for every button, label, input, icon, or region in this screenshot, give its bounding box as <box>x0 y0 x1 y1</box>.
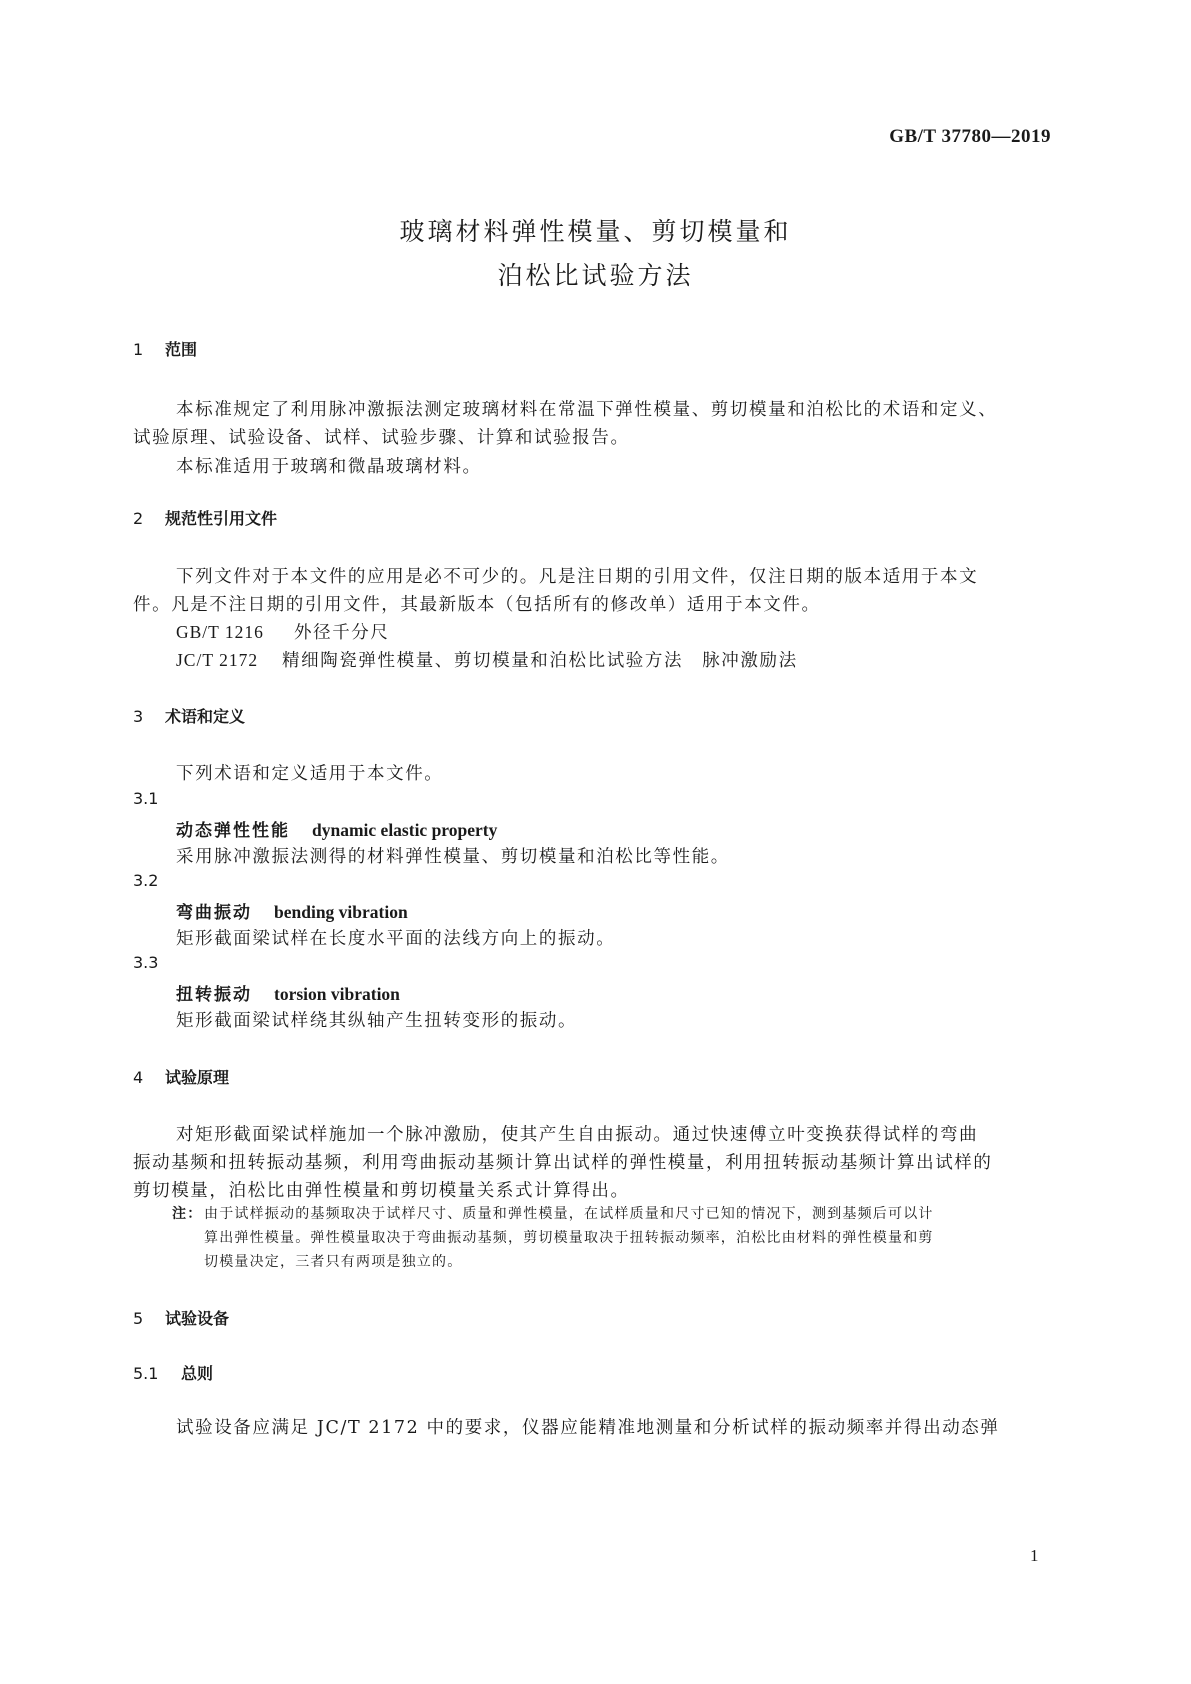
paragraph-line: 本标准规定了利用脉冲激振法测定玻璃材料在常温下弹性模量、剪切模量和泊松比的术语和定义、 <box>176 400 998 420</box>
term-english: torsion vibration <box>274 984 400 1004</box>
term-entry <box>176 980 400 1005</box>
section-3-heading <box>133 704 245 727</box>
paragraph-line: 下列文件对于本文件的应用是必不可少的。凡是注日期的引用文件，仅注日期的版本适用于本文 <box>176 567 979 587</box>
subsection-title: 总则 <box>181 1364 214 1383</box>
term-chinese: 动态弹性性能 <box>176 821 290 841</box>
normative-reference <box>176 647 798 672</box>
section-title: 范围 <box>165 340 198 359</box>
page-number: 1 <box>1030 1546 1039 1565</box>
section-number: 1 <box>133 340 144 359</box>
paragraph-line: 本标准适用于玻璃和微晶玻璃材料。 <box>176 457 482 477</box>
term-definition: 采用脉冲激振法测得的材料弹性模量、剪切模量和泊松比等性能。 <box>176 847 730 867</box>
note-line: 算出弹性模量。弹性模量取决于弯曲振动基频，剪切模量取决于扭转振动频率，泊松比由材料的弹性模量和剪 <box>204 1230 934 1246</box>
section-title: 试验设备 <box>165 1309 230 1328</box>
normative-reference <box>176 619 390 644</box>
paragraph-line: 对矩形截面梁试样施加一个脉冲激励，使其产生自由振动。通过快速傅立叶变换获得试样的弯曲 <box>176 1125 979 1145</box>
term-definition: 矩形截面梁试样绕其纵轴产生扭转变形的振动。 <box>176 1011 578 1031</box>
reference-title: 外径千分尺 <box>294 623 390 643</box>
subsection-5-1-heading <box>133 1361 213 1384</box>
note-line: 切模量决定，三者只有两项是独立的。 <box>204 1254 463 1270</box>
term-entry <box>176 898 408 923</box>
term-chinese: 弯曲振动 <box>176 903 252 923</box>
clause-number: 3.3 <box>133 953 159 972</box>
clause-number: 3.2 <box>133 871 159 890</box>
paragraph-line: 剪切模量，泊松比由弹性模量和剪切模量关系式计算得出。 <box>133 1181 630 1201</box>
term-english: bending vibration <box>274 902 408 922</box>
section-1-heading <box>133 337 197 360</box>
document-title-line-2: 泊松比试验方法 <box>497 261 694 290</box>
term-chinese: 扭转振动 <box>176 985 252 1005</box>
standard-number: GB/T 37780—2019 <box>889 126 1051 147</box>
section-5-heading <box>133 1306 229 1329</box>
reference-code: JC/T 2172 <box>176 650 259 670</box>
reference-code: GB/T 1216 <box>176 622 264 642</box>
term-definition: 矩形截面梁试样在长度水平面的法线方向上的振动。 <box>176 929 616 949</box>
section-title: 规范性引用文件 <box>165 509 278 528</box>
section-title: 试验原理 <box>165 1068 230 1087</box>
section-title: 术语和定义 <box>165 707 246 726</box>
paragraph-line: 件。凡是不注日期的引用文件，其最新版本（包括所有的修改单）适用于本文件。 <box>133 595 821 615</box>
section-number: 3 <box>133 707 144 726</box>
note-line: 由于试样振动的基频取决于试样尺寸、质量和弹性模量，在试样质量和尺寸已知的情况下，测到基频后可以计 <box>204 1206 934 1222</box>
paragraph-line: 振动基频和扭转振动基频，利用弯曲振动基频计算出试样的弹性模量，利用扭转振动基频计算出试样的 <box>133 1153 993 1173</box>
term-entry <box>176 816 497 841</box>
note-label: 注： <box>172 1206 203 1222</box>
section-number: 4 <box>133 1068 144 1087</box>
section-number: 5 <box>133 1309 144 1328</box>
document-title-line-1: 玻璃材料弹性模量、剪切模量和 <box>399 217 792 246</box>
paragraph-line: 试验设备应满足 JC/T 2172 中的要求，仪器应能精准地测量和分析试样的振动频率并得出动态弹 <box>176 1418 1000 1438</box>
section-4-heading <box>133 1065 229 1088</box>
clause-number: 3.1 <box>133 789 159 808</box>
paragraph-line: 下列术语和定义适用于本文件。 <box>176 764 444 784</box>
reference-title: 精细陶瓷弹性模量、剪切模量和泊松比试验方法 脉冲激励法 <box>282 651 798 671</box>
subsection-number: 5.1 <box>133 1364 159 1383</box>
paragraph-line: 试验原理、试验设备、试样、试验步骤、计算和试验报告。 <box>133 428 630 448</box>
section-number: 2 <box>133 509 144 528</box>
section-2-heading <box>133 506 277 529</box>
term-english: dynamic elastic property <box>312 820 498 840</box>
